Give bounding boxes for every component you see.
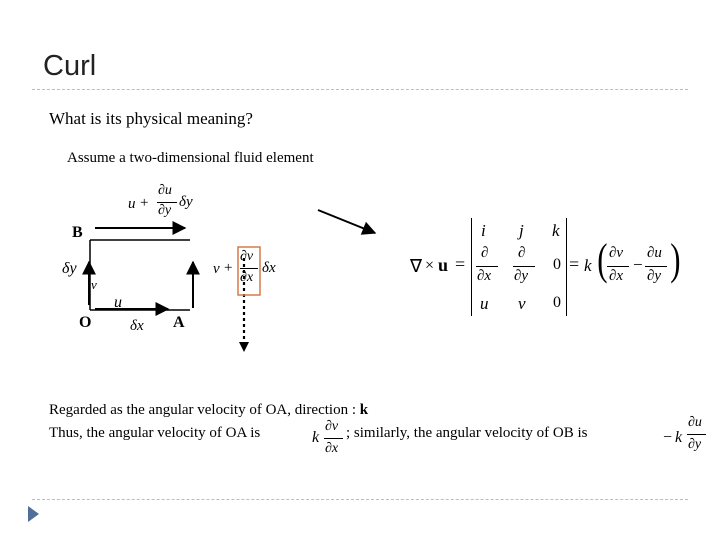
top-expr-plus: + bbox=[140, 195, 149, 211]
right-expr-plus: + bbox=[224, 260, 233, 276]
page-title: Curl bbox=[43, 50, 97, 82]
pointer-arrow bbox=[318, 210, 375, 233]
top-expr-num: ∂u bbox=[158, 183, 172, 198]
result-dy: ∂y bbox=[647, 268, 662, 284]
equals-sign-2: = bbox=[569, 254, 580, 274]
footer-divider bbox=[32, 499, 688, 500]
cross-symbol: × bbox=[425, 257, 435, 274]
paren-left: ( bbox=[597, 235, 608, 284]
point-a-label: A bbox=[173, 314, 185, 331]
slide-bullet-icon bbox=[28, 506, 39, 522]
result-k: k bbox=[584, 256, 592, 275]
direction-text: Regarded as the angular velocity of OA, direction : bbox=[49, 402, 360, 418]
unit-i: i bbox=[481, 221, 486, 240]
result-dx: ∂x bbox=[609, 268, 624, 284]
top-expr-dy: δy bbox=[179, 194, 193, 210]
delta-y-label: δy bbox=[62, 260, 77, 277]
determinant-left-bar bbox=[471, 218, 472, 316]
delta-x-label: δx bbox=[130, 318, 144, 334]
result-dv: ∂v bbox=[609, 245, 624, 261]
right-expr-den: ∂x bbox=[240, 270, 254, 285]
u-label: u bbox=[114, 294, 122, 311]
oa-text: Thus, the angular velocity of OA is bbox=[49, 425, 261, 441]
partial-num-x: ∂ bbox=[481, 245, 489, 261]
ob-den: ∂y bbox=[688, 437, 702, 452]
unit-k: k bbox=[552, 221, 560, 240]
ob-k: k bbox=[675, 429, 683, 446]
zero-row2: 0 bbox=[553, 256, 561, 273]
partial-num-y: ∂ bbox=[518, 245, 526, 261]
oa-fraction-bar bbox=[324, 438, 343, 439]
velocity-vector: u bbox=[438, 255, 449, 275]
ob-text: ; similarly, the angular velocity of OB is bbox=[346, 425, 588, 441]
oa-num: ∂v bbox=[325, 419, 339, 434]
determinant-right-bar bbox=[566, 218, 567, 316]
question-text: What is its physical meaning? bbox=[49, 109, 253, 128]
ob-num: ∂u bbox=[688, 415, 702, 430]
partial-den-y: ∂y bbox=[514, 268, 529, 284]
result-bar-1 bbox=[607, 266, 629, 267]
assumption-text: Assume a two-dimensional fluid element bbox=[67, 150, 314, 166]
partial-den-x: ∂x bbox=[477, 268, 492, 284]
equals-sign: = bbox=[455, 254, 466, 274]
dotted-arrow-head bbox=[239, 342, 249, 352]
fraction-bar-y bbox=[513, 266, 535, 267]
fraction-bar-x bbox=[476, 266, 498, 267]
top-expr-den: ∂y bbox=[158, 203, 172, 218]
point-o-label: O bbox=[79, 314, 92, 331]
result-bar-2 bbox=[645, 266, 667, 267]
component-v: v bbox=[518, 294, 526, 313]
ob-fraction-bar bbox=[687, 434, 706, 435]
paren-right: ) bbox=[670, 235, 681, 284]
point-b-label: B bbox=[72, 224, 83, 241]
result-minus: − bbox=[633, 255, 643, 274]
nabla-symbol: ∇ bbox=[410, 256, 423, 276]
right-expr-fraction-bar bbox=[240, 268, 258, 269]
v-label: v bbox=[91, 277, 97, 292]
component-u: u bbox=[480, 294, 489, 313]
ob-minus: − bbox=[663, 429, 673, 446]
top-expr-u: u bbox=[128, 196, 136, 212]
oa-k: k bbox=[312, 429, 320, 446]
zero-row3: 0 bbox=[553, 294, 561, 311]
right-expr-v: v bbox=[213, 261, 220, 277]
result-du: ∂u bbox=[647, 245, 662, 261]
right-expr-dx: δx bbox=[262, 260, 276, 276]
oa-den: ∂x bbox=[325, 441, 339, 456]
right-expr-num: ∂v bbox=[240, 249, 254, 264]
angular-velocity-direction bbox=[49, 402, 368, 419]
unit-j: j bbox=[519, 221, 524, 240]
direction-k: k bbox=[359, 402, 369, 418]
